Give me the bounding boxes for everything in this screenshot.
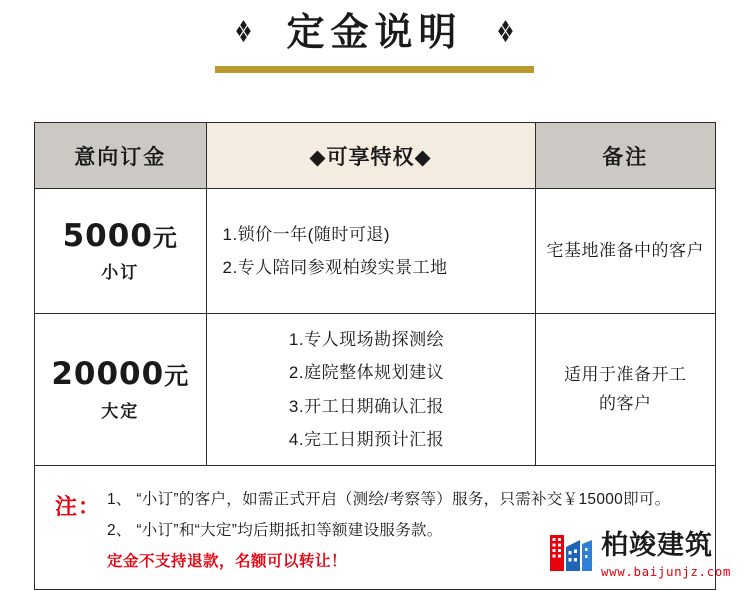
remark-line: 适用于准备开工 <box>564 364 687 384</box>
table-header-row <box>35 123 715 189</box>
remark-text <box>547 237 705 266</box>
amount-unit: 元 <box>164 362 190 391</box>
amount-subtitle: 大定 <box>101 401 140 421</box>
amount-unit: 元 <box>152 223 178 252</box>
table-header-privileges: ◆可享特权◆ <box>207 123 536 188</box>
amount-value <box>51 357 189 393</box>
building-logo-icon <box>549 531 593 575</box>
table-header-intent-deposit: 意向订金 <box>35 123 207 188</box>
amount-number: 20000 <box>51 356 165 393</box>
footnote-item: 2、 “小订”和“大定”均后期抵扣等额建设服务款。 <box>107 522 443 539</box>
privilege-item: 4.完工日期预计汇报 <box>288 429 445 449</box>
privilege-item: 1.专人现场勘探测绘 <box>288 330 445 350</box>
amount-cell-small-deposit <box>35 189 207 313</box>
privilege-item: 2.专人陪同参观柏竣实景工地 <box>222 258 448 277</box>
remark-cell-small-deposit <box>536 189 715 313</box>
privilege-item: 3.开工日期确认汇报 <box>288 396 445 416</box>
footnote-label: 注： <box>55 494 102 519</box>
amount-subtitle: 小订 <box>101 263 140 283</box>
table-header-remark: 备注 <box>536 123 715 188</box>
ornament-left-icon: ❖ <box>234 16 253 50</box>
amount-cell-large-deposit <box>35 314 207 465</box>
page-title-block <box>0 10 749 73</box>
company-name: 柏竣建筑 <box>600 530 713 562</box>
page-title: 定金说明 <box>286 10 463 54</box>
title-row <box>0 10 749 56</box>
company-logo <box>549 531 731 579</box>
privileges-cell-large-deposit <box>207 314 536 465</box>
table-row <box>35 314 715 466</box>
table-row <box>35 189 715 314</box>
ornament-right-icon: ❖ <box>496 16 515 50</box>
remark-text <box>564 361 687 419</box>
remark-line: 的客户 <box>599 393 652 413</box>
title-underline <box>215 66 534 73</box>
deposit-table <box>34 122 716 590</box>
privileges-cell-small-deposit <box>207 189 536 313</box>
footnote-item: 1、 “小订”的客户，如需正式开启（测绘/考察等）服务，只需补交￥15000即可。 <box>107 491 671 508</box>
privilege-item: 1.锁价一年(随时可退) <box>222 224 390 244</box>
logo-text <box>601 531 731 579</box>
remark-cell-large-deposit <box>536 314 715 465</box>
footnote-highlight: 定金不支持退款，名额可以转让！ <box>107 553 348 570</box>
amount-value <box>63 219 178 255</box>
company-website: www.baijunjz.com <box>600 564 731 579</box>
amount-number: 5000 <box>62 217 153 254</box>
remark-line: 宅基地准备中的客户 <box>546 240 704 260</box>
privilege-item: 2.庭院整体规划建议 <box>288 363 445 383</box>
